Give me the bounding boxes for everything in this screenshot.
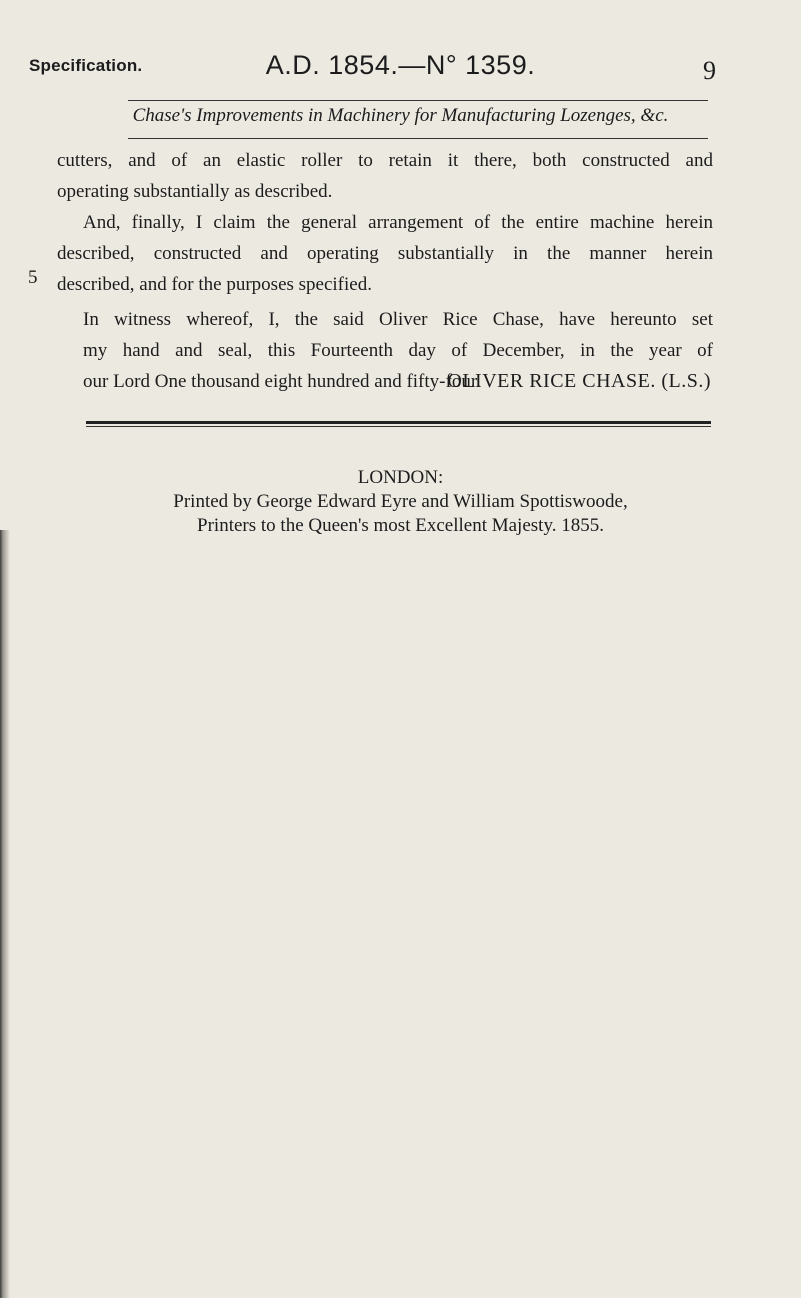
paragraph-2-line-2: described, constructed and operating substantially in the manner herein [57, 243, 713, 264]
imprint-rule-thick [86, 421, 711, 424]
page-number: 9 [703, 56, 716, 85]
paragraph-2-line-3: described, and for the purposes specified. [57, 274, 372, 295]
imprint-city: LONDON: [357, 467, 444, 488]
patent-number-title: A.D. 1854.—N° 1359. [265, 50, 536, 80]
paragraph-1-line-1: cutters, and of an elastic roller to retain it there, both constructed and [57, 150, 713, 171]
paragraph-3-line-3: our Lord One thousand eight hundred and fifty-four. [83, 371, 481, 392]
paragraph-3-line-2: my hand and seal, this Fourteenth day of December, in the year of [83, 340, 713, 361]
page-edge-shadow [0, 530, 10, 1298]
signature: OLIVER RICE CHASE. (L.S.) [447, 370, 711, 392]
imprint [0, 466, 801, 538]
margin-line-number: 5 [28, 267, 38, 288]
imprint-printed-by: Printed by George Edward Eyre and William Spottiswoode, [173, 491, 628, 512]
paragraph-2-line-1: And, finally, I claim the general arrangement of the entire machine herein [83, 212, 713, 233]
header-rule-bottom [128, 138, 708, 139]
body-text [57, 145, 713, 397]
specification-label: Specification. [29, 56, 143, 75]
paragraph-3-line-1: In witness whereof, I, the said Oliver Rice Chase, have hereunto set [83, 309, 713, 330]
running-title: Chase's Improvements in Machinery for Manufacturing Lozenges, &c. [132, 105, 669, 126]
imprint-rule-thin [86, 426, 711, 427]
header-rule-top [128, 100, 708, 101]
paragraph-1-line-2: operating substantially as described. [57, 181, 333, 202]
imprint-printers-to: Printers to the Queen's most Excellent Majesty. 1855. [197, 515, 604, 536]
